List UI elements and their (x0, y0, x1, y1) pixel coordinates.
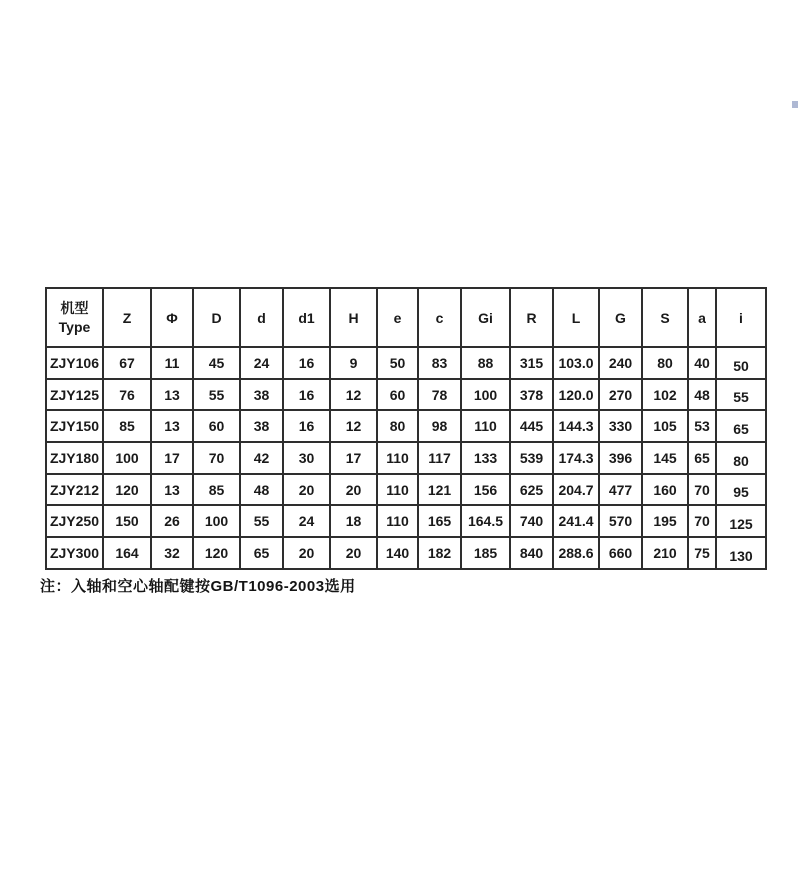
table-cell: 30 (283, 442, 330, 474)
table-cell: 445 (510, 410, 553, 442)
table-cell: 12 (330, 379, 377, 411)
table-cell: 270 (599, 379, 642, 411)
table-cell: 241.4 (553, 505, 599, 537)
table-cell: 98 (418, 410, 461, 442)
table-cell: 9 (330, 347, 377, 379)
table-cell: 110 (377, 442, 418, 474)
table-cell: 195 (642, 505, 688, 537)
table-cell: 70 (688, 474, 716, 506)
col-header-type-cn: 机型 (60, 299, 89, 316)
col-header-Gi: Gi (461, 288, 510, 347)
table-cell: 38 (240, 379, 283, 411)
table-cell: 100 (193, 505, 240, 537)
col-header-e: e (377, 288, 418, 347)
col-header-d1: d1 (283, 288, 330, 347)
table-cell: 20 (330, 474, 377, 506)
table-cell: 53 (688, 410, 716, 442)
table-cell: 85 (193, 474, 240, 506)
spec-table (45, 287, 767, 570)
table-cell: 125 (716, 505, 766, 537)
table-cell: 26 (151, 505, 193, 537)
table-cell: 24 (283, 505, 330, 537)
table-cell: 65 (716, 410, 766, 442)
table-cell: 164 (103, 537, 151, 569)
col-header-c: c (418, 288, 461, 347)
table-cell: 150 (103, 505, 151, 537)
row-type-label: ZJY250 (46, 505, 103, 537)
table-cell: 102 (642, 379, 688, 411)
table-cell: 20 (283, 474, 330, 506)
row-type-label: ZJY212 (46, 474, 103, 506)
table-cell: 121 (418, 474, 461, 506)
table-row (46, 379, 766, 411)
table-cell: 60 (193, 410, 240, 442)
table-row (46, 442, 766, 474)
table-cell: 110 (461, 410, 510, 442)
table-cell: 288.6 (553, 537, 599, 569)
col-header-D: D (193, 288, 240, 347)
table-cell: 55 (240, 505, 283, 537)
table-cell: 20 (283, 537, 330, 569)
table-cell: 240 (599, 347, 642, 379)
table-cell: 330 (599, 410, 642, 442)
table-row (46, 537, 766, 569)
table-cell: 110 (377, 505, 418, 537)
table-cell: 80 (642, 347, 688, 379)
table-cell: 70 (688, 505, 716, 537)
table-cell: 110 (377, 474, 418, 506)
table-cell: 95 (716, 474, 766, 506)
table-cell: 174.3 (553, 442, 599, 474)
table-cell: 80 (377, 410, 418, 442)
table-cell: 75 (688, 537, 716, 569)
table-row (46, 347, 766, 379)
table-cell: 570 (599, 505, 642, 537)
table-cell: 17 (330, 442, 377, 474)
table-cell: 13 (151, 410, 193, 442)
spec-table-body (46, 347, 766, 569)
table-cell: 60 (377, 379, 418, 411)
table-row (46, 410, 766, 442)
table-cell: 76 (103, 379, 151, 411)
row-type-label: ZJY300 (46, 537, 103, 569)
table-cell: 164.5 (461, 505, 510, 537)
table-cell: 45 (193, 347, 240, 379)
table-row (46, 505, 766, 537)
table-cell: 156 (461, 474, 510, 506)
table-cell: 18 (330, 505, 377, 537)
row-type-label: ZJY180 (46, 442, 103, 474)
col-header-G: G (599, 288, 642, 347)
table-cell: 210 (642, 537, 688, 569)
table-cell: 83 (418, 347, 461, 379)
table-cell: 55 (193, 379, 240, 411)
table-cell: 85 (103, 410, 151, 442)
col-header-L: L (553, 288, 599, 347)
table-cell: 315 (510, 347, 553, 379)
table-cell: 165 (418, 505, 461, 537)
table-cell: 182 (418, 537, 461, 569)
row-type-label: ZJY125 (46, 379, 103, 411)
table-cell: 140 (377, 537, 418, 569)
table-cell: 13 (151, 379, 193, 411)
table-cell: 24 (240, 347, 283, 379)
table-cell: 740 (510, 505, 553, 537)
col-header-type-en: Type (58, 318, 91, 335)
col-header-S: S (642, 288, 688, 347)
row-type-label: ZJY150 (46, 410, 103, 442)
table-cell: 42 (240, 442, 283, 474)
table-cell: 65 (240, 537, 283, 569)
table-cell: 12 (330, 410, 377, 442)
table-cell: 539 (510, 442, 553, 474)
table-cell: 103.0 (553, 347, 599, 379)
table-cell: 120 (193, 537, 240, 569)
table-cell: 144.3 (553, 410, 599, 442)
table-cell: 16 (283, 410, 330, 442)
table-cell: 16 (283, 347, 330, 379)
table-cell: 40 (688, 347, 716, 379)
table-cell: 11 (151, 347, 193, 379)
col-header-phi: Φ (151, 288, 193, 347)
table-cell: 32 (151, 537, 193, 569)
table-cell: 185 (461, 537, 510, 569)
header-row (46, 288, 766, 347)
table-cell: 204.7 (553, 474, 599, 506)
table-cell: 396 (599, 442, 642, 474)
col-header-z: Z (103, 288, 151, 347)
table-cell: 625 (510, 474, 553, 506)
col-header-i: i (716, 288, 766, 347)
table-cell: 840 (510, 537, 553, 569)
table-cell: 105 (642, 410, 688, 442)
footnote: 注：入轴和空心轴配键按GB/T1096-2003选用 (40, 578, 356, 595)
table-cell: 100 (461, 379, 510, 411)
table-cell: 88 (461, 347, 510, 379)
scan-artifact-mark (792, 101, 798, 108)
table-cell: 120.0 (553, 379, 599, 411)
table-cell: 117 (418, 442, 461, 474)
col-header-R: R (510, 288, 553, 347)
table-cell: 660 (599, 537, 642, 569)
table-cell: 145 (642, 442, 688, 474)
table-cell: 70 (193, 442, 240, 474)
table-cell: 38 (240, 410, 283, 442)
table-cell: 48 (240, 474, 283, 506)
table-cell: 120 (103, 474, 151, 506)
table-cell: 130 (716, 537, 766, 569)
table-cell: 48 (688, 379, 716, 411)
table-cell: 65 (688, 442, 716, 474)
table-cell: 17 (151, 442, 193, 474)
col-header-H: H (330, 288, 377, 347)
table-cell: 50 (377, 347, 418, 379)
row-type-label: ZJY106 (46, 347, 103, 379)
col-header-d: d (240, 288, 283, 347)
table-cell: 55 (716, 379, 766, 411)
col-header-a: a (688, 288, 716, 347)
table-cell: 50 (716, 347, 766, 379)
table-cell: 67 (103, 347, 151, 379)
table-cell: 378 (510, 379, 553, 411)
table-cell: 78 (418, 379, 461, 411)
table-cell: 160 (642, 474, 688, 506)
table-row (46, 474, 766, 506)
table-cell: 477 (599, 474, 642, 506)
table-cell: 20 (330, 537, 377, 569)
table-cell: 133 (461, 442, 510, 474)
table-cell: 16 (283, 379, 330, 411)
col-header-type (46, 288, 103, 347)
table-cell: 80 (716, 442, 766, 474)
table-cell: 100 (103, 442, 151, 474)
table-cell: 13 (151, 474, 193, 506)
